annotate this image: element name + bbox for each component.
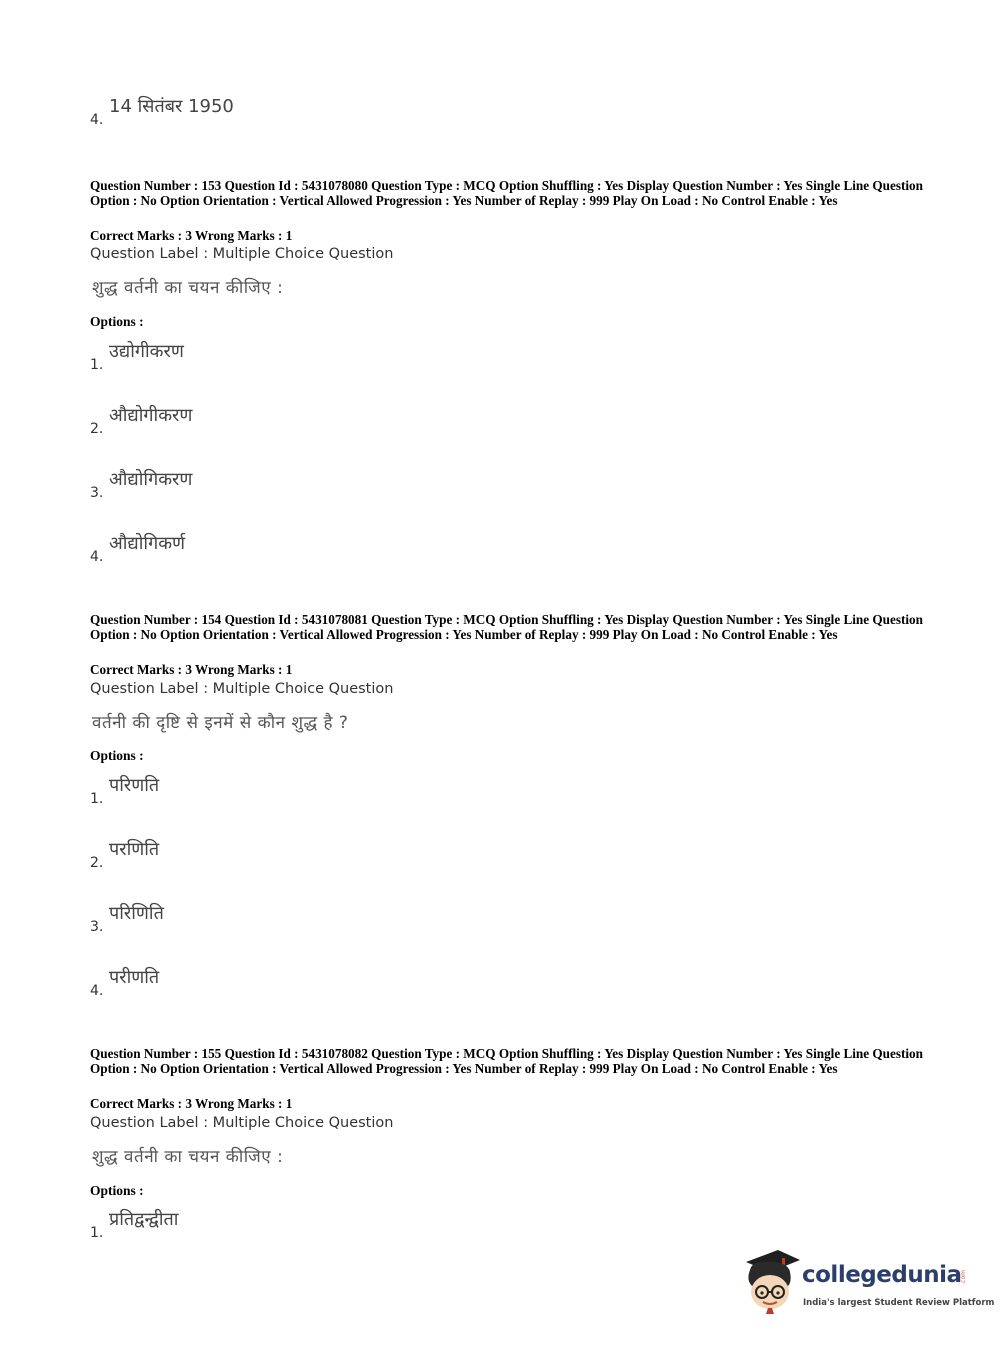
option-text: परिणिति xyxy=(109,903,164,924)
option-number: 4. xyxy=(90,983,104,999)
option-text: 14 सितंबर 1950 xyxy=(109,96,234,117)
question-label-154: Question Label : Multiple Choice Question xyxy=(90,681,394,697)
question-text-154: वर्तनी की दृष्टि से इनमें से कौन शुद्ध है ? xyxy=(92,713,349,733)
question-marks-154: Correct Marks : 3 Wrong Marks : 1 xyxy=(90,662,293,677)
option-text: औद्योगिकर्ण xyxy=(109,533,186,554)
options-heading-155: Options : xyxy=(90,1183,144,1198)
option-text: परिणति xyxy=(109,775,160,796)
question-marks-153: Correct Marks : 3 Wrong Marks : 1 xyxy=(90,228,293,243)
option-number: 4. xyxy=(90,112,104,128)
question-meta-155: Question Number : 155 Question Id : 5431078082 Question Type : MCQ Option Shuffling : Yes Display Question Number : Yes Single Line Question Option : No Option Orientation : Vertical Allowed Progression : Yes Number of Replay : 999 Play On Load : No Control Enable : Yes xyxy=(90,1046,923,1076)
option-number: 1. xyxy=(90,791,104,807)
collegedunia-logo[interactable] xyxy=(742,1248,995,1314)
option-text: परणिति xyxy=(109,839,160,860)
option-number: 3. xyxy=(90,919,104,935)
option-number: 3. xyxy=(90,485,104,501)
question-text-155: शुद्ध वर्तनी का चयन कीजिए : xyxy=(92,1147,284,1167)
options-heading-154: Options : xyxy=(90,748,144,763)
option-number: 1. xyxy=(90,357,104,373)
question-meta-153: Question Number : 153 Question Id : 5431078080 Question Type : MCQ Option Shuffling : Yes Display Question Number : Yes Single Line Question Option : No Option Orientation : Vertical Allowed Progression : Yes Number of Replay : 999 Play On Load : No Control Enable : Yes xyxy=(90,178,923,208)
option-text: परीणति xyxy=(109,967,160,988)
option-number: 4. xyxy=(90,549,104,565)
option-number: 2. xyxy=(90,855,104,871)
question-meta-154: Question Number : 154 Question Id : 5431078081 Question Type : MCQ Option Shuffling : Yes Display Question Number : Yes Single Line Question Option : No Option Orientation : Vertical Allowed Progression : Yes Number of Replay : 999 Play On Load : No Control Enable : Yes xyxy=(90,612,923,642)
brand-domain: .com xyxy=(960,1270,967,1285)
option-text: प्रतिद्वन्द्वीता xyxy=(109,1209,179,1230)
option-number: 2. xyxy=(90,421,104,437)
mascot-icon xyxy=(742,1248,802,1314)
brand-tagline: India's largest Student Review Platform xyxy=(803,1298,995,1308)
question-label-155: Question Label : Multiple Choice Question xyxy=(90,1115,394,1131)
option-text: उद्योगीकरण xyxy=(109,341,184,362)
option-number: 1. xyxy=(90,1225,104,1241)
question-marks-155: Correct Marks : 3 Wrong Marks : 1 xyxy=(90,1096,293,1111)
options-heading-153: Options : xyxy=(90,314,144,329)
question-label-153: Question Label : Multiple Choice Question xyxy=(90,246,394,262)
question-text-153: शुद्ध वर्तनी का चयन कीजिए : xyxy=(92,278,284,298)
option-text: औद्योगीकरण xyxy=(109,405,193,426)
brand-name: collegedunia xyxy=(802,1262,962,1288)
option-text: औद्योगिकरण xyxy=(109,469,193,490)
